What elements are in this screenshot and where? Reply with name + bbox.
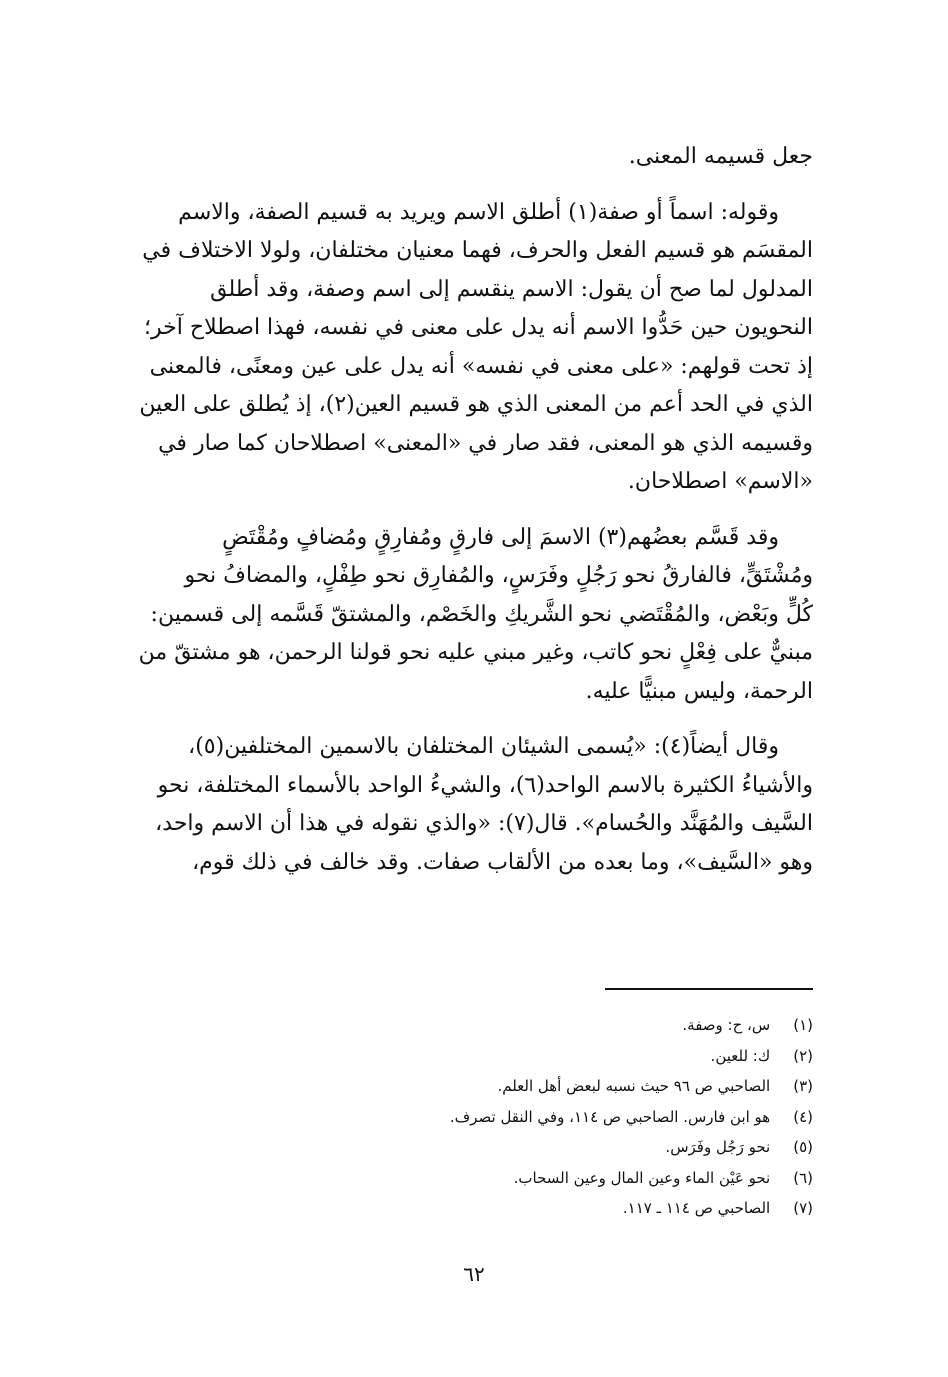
footnote-item — [293, 1193, 813, 1224]
text-line: مبنيٌّ على فِعْلٍ نحو كاتب، وغير مبني عليه نحو قولنا الرحمن، هو مشتقّ من — [138, 640, 813, 665]
text-line: المدلول لما صح أن يقول: الاسم ينقسم إلى اسم وصفة، وقد أطلق — [210, 276, 813, 302]
footnote-item — [293, 1102, 813, 1133]
text-line: الرحمة، وليس مبنيًّا عليه. — [585, 678, 813, 704]
footnote-text: هو ابن فارس. الصاحبي ص ١١٤، وفي النقل تصرف. — [449, 1107, 771, 1126]
footnote-item — [293, 1071, 813, 1102]
footnote-number: (٧) — [793, 1199, 813, 1217]
footnotes — [293, 1010, 813, 1224]
text-line: وقد قَسَّم بعضُهم(٣) الاسمَ إلى فارقٍ ومُفارِقٍ ومُضافٍ ومُقْتَضٍ — [222, 524, 779, 550]
text-line: وقسيمه الذي هو المعنى، فقد صار في «المعنى» اصطلاحان كما صار في — [158, 430, 813, 456]
footnote-text: نحو عَيْن الماء وعين المال وعين السحاب. — [513, 1168, 771, 1187]
paragraph-4 — [103, 728, 813, 882]
footnote-text: الصاحبي ص ٩٦ حيث نسبه لبعض أهل العلم. — [497, 1077, 771, 1095]
text-line: إذ تحت قولهم: «على معنى في نفسه» أنه يدل على عين ومعنًى، فالمعنى — [149, 353, 813, 379]
text-line: السَّيف والمُهَنَّد والحُسام». قال(٧): «والذي نقوله في هذا أن الاسم واحد، — [155, 811, 813, 836]
text-line: كُلٍّ وبَعْض، والمُقْتَضي نحو الشَّريكِ والخَصْم، والمشتقّ قَسَّمه إلى قسمين: — [150, 601, 813, 627]
footnote-number: (٦) — [793, 1168, 813, 1187]
text-line: المقسَم هو قسيم الفعل والحرف، فهما معنيان مختلفان، ولولا الاختلاف في — [142, 238, 813, 263]
footnote-item — [293, 1163, 813, 1194]
text-line: ومُشْتَقٍّ، فالفارقُ نحو رَجُلٍ وفَرَسٍ، والمُفارِق نحو طِفْلٍ، والمضافُ نحو — [184, 563, 813, 588]
footnote-item — [293, 1041, 813, 1072]
footnote-number: (٣) — [793, 1077, 813, 1095]
footnote-number: (٤) — [793, 1107, 813, 1126]
footnote-text: الصاحبي ص ١١٤ ـ ١١٧. — [622, 1199, 771, 1217]
footnote-number: (١) — [793, 1016, 813, 1034]
main-text — [103, 138, 813, 882]
text-line: وقال أيضاً(٤): «يُسمى الشيئان المختلفان بالاسمين المختلفين(٥)، — [188, 734, 779, 759]
text-line: «الاسم» اصطلاحان. — [627, 469, 813, 494]
footnote-text: نحو رَجُل وفَرَس. — [665, 1138, 771, 1156]
text-line: جعل قسيمه المعنى. — [628, 144, 813, 169]
text-line: وهو «السَّيف»، وما بعده من الألقاب صفات. وقد خالف في ذلك قوم، — [192, 849, 813, 875]
text-line: النحويون حين حَدُّوا الاسم أنه يدل على معنى في نفسه، فهذا اصطلاح آخر؛ — [144, 315, 813, 340]
footnote-text: ك: للعين. — [710, 1046, 771, 1065]
text-line: الذي في الحد أعم من المعنى الذي هو قسيم العين(٢)، إذ يُطلق على العين — [139, 392, 813, 417]
paragraph-3 — [103, 519, 813, 712]
footnote-divider — [605, 988, 813, 990]
paragraph-1 — [103, 138, 813, 177]
text-line: وقوله: اسماً أو صفة(١) أطلق الاسم ويريد به قسيم الصفة، والاسم — [178, 199, 779, 225]
page-number: ٦٢ — [463, 1262, 485, 1286]
footnote-item — [293, 1010, 813, 1041]
footnote-number: (٥) — [793, 1138, 813, 1156]
footnote-item — [293, 1132, 813, 1163]
text-line: والأشياءُ الكثيرة بالاسم الواحد(٦)، والشيءُ الواحد بالأسماء المختلفة، نحو — [157, 772, 813, 798]
footnote-number: (٢) — [793, 1046, 813, 1065]
footnote-text: س، ح: وصفة. — [682, 1016, 771, 1034]
paragraph-2 — [103, 194, 813, 502]
